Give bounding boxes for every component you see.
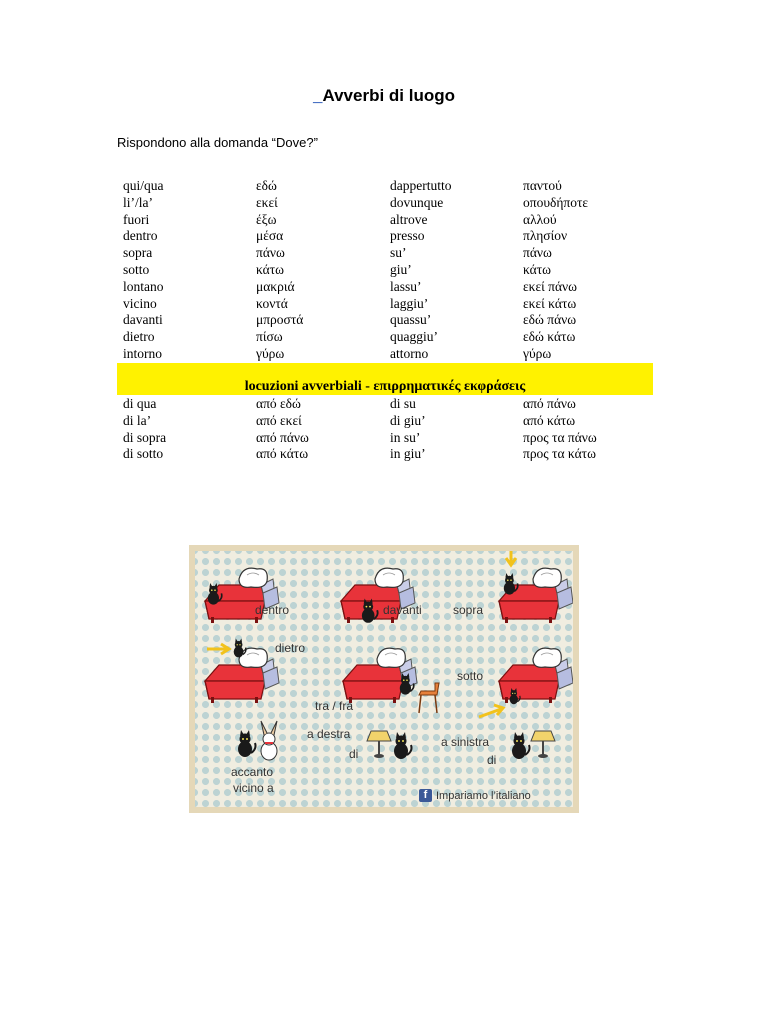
italian-term: vicino xyxy=(123,295,157,311)
italian-term: sopra xyxy=(123,245,153,261)
italian-term: su’ xyxy=(390,245,407,261)
label-accanto: accanto xyxy=(231,765,274,779)
italian-term: dovunque xyxy=(390,194,444,210)
italian-term: lontano xyxy=(123,278,164,294)
greek-term: από πάνω xyxy=(523,396,576,411)
italian-term: di sopra xyxy=(123,429,167,445)
italian-term: attorno xyxy=(390,345,429,361)
vocab-row xyxy=(123,396,643,413)
italian-term: di sotto xyxy=(123,446,164,462)
italian-term: quassu’ xyxy=(390,312,432,328)
greek-term: εδώ κάτω xyxy=(523,329,576,345)
greek-term: εδώ xyxy=(256,178,277,193)
italian-term: giu’ xyxy=(390,261,412,277)
greek-term: μπροστά xyxy=(256,312,304,328)
label-tra-fra: tra / fra xyxy=(315,699,354,713)
italian-term: di qua xyxy=(123,396,157,411)
greek-term: έξω xyxy=(256,211,277,227)
greek-term: προς τα πάνω xyxy=(523,429,597,445)
greek-term: από κάτω xyxy=(256,446,309,462)
vocab-row xyxy=(123,430,643,447)
page-title xyxy=(0,86,768,106)
title-text: Avverbi di luogo xyxy=(322,86,455,105)
vocab-row xyxy=(123,296,643,313)
greek-term: από εδώ xyxy=(256,396,301,411)
vocab-row xyxy=(123,279,643,296)
greek-term: αλλού xyxy=(523,211,557,227)
greek-term: μακριά xyxy=(256,278,295,294)
locutions-heading-band xyxy=(117,363,653,395)
greek-term: από πάνω xyxy=(256,429,309,445)
greek-term: από εκεί xyxy=(256,412,302,428)
italian-term: presso xyxy=(390,228,425,244)
locutions-heading: locuzioni avverbiali - επιρρηματικές εκφράσεις xyxy=(244,379,526,394)
label-davanti: davanti xyxy=(383,603,422,617)
italian-term: lassu’ xyxy=(390,278,422,294)
vocab-row xyxy=(123,413,643,430)
italian-term: altrove xyxy=(390,211,428,227)
label-a-destra: a destra xyxy=(307,727,351,741)
italian-term: in giu’ xyxy=(390,446,426,462)
title-mark: _ xyxy=(312,86,323,105)
vocab-row xyxy=(123,228,643,245)
label-sopra: sopra xyxy=(453,603,484,617)
greek-term: κάτω xyxy=(256,261,285,277)
italian-term: quaggiu’ xyxy=(390,329,438,345)
locutions-table xyxy=(123,396,643,463)
greek-term: εδώ πάνω xyxy=(523,312,577,328)
italian-term: li’/la’ xyxy=(123,194,153,210)
greek-term: εκεί πάνω xyxy=(523,278,578,294)
greek-term: πίσω xyxy=(256,329,283,345)
label-dentro: dentro xyxy=(255,603,290,617)
italian-term: davanti xyxy=(123,312,163,328)
vocab-row xyxy=(123,245,643,262)
label-a-sinistra: a sinistra xyxy=(441,735,490,749)
illustration-panel xyxy=(189,545,579,813)
label-sotto: sotto xyxy=(457,669,484,683)
brand-text: Impariamo l’italiano xyxy=(436,789,531,802)
adverbs-table xyxy=(123,178,643,363)
italian-term: laggiu’ xyxy=(390,295,429,311)
vocab-row xyxy=(123,195,643,212)
greek-term: προς τα κάτω xyxy=(523,446,596,462)
greek-term: γύρω xyxy=(256,345,285,361)
greek-term: πλησίον xyxy=(523,228,568,244)
vocab-row xyxy=(123,212,643,229)
italian-term: in su’ xyxy=(390,429,421,445)
italian-term: di la’ xyxy=(123,412,152,428)
italian-term: intorno xyxy=(123,345,162,361)
label-di-1: di xyxy=(349,747,359,761)
greek-term: μέσα xyxy=(256,228,284,244)
greek-term: από κάτω xyxy=(523,412,576,428)
greek-term: κάτω xyxy=(523,261,552,277)
vocab-row xyxy=(123,312,643,329)
label-vicino-a: vicino a xyxy=(233,781,274,795)
vocab-row xyxy=(123,178,643,195)
greek-term: γύρω xyxy=(523,345,552,361)
italian-term: qui/qua xyxy=(123,178,164,193)
italian-term: di giu’ xyxy=(390,412,426,428)
facebook-icon: f xyxy=(419,789,432,802)
greek-term: κοντά xyxy=(256,295,288,311)
vocab-row xyxy=(123,329,643,346)
subtitle: Rispondono alla domanda “Dove?” xyxy=(117,135,318,150)
illustration-frame xyxy=(189,545,579,813)
vocab-row xyxy=(123,446,643,463)
vocab-row xyxy=(123,262,643,279)
greek-term: παντού xyxy=(523,178,562,193)
label-dietro: dietro xyxy=(275,641,306,655)
italian-term: dappertutto xyxy=(390,178,452,193)
italian-term: dentro xyxy=(123,228,158,244)
vocab-row xyxy=(123,346,643,363)
italian-term: dietro xyxy=(123,329,155,345)
italian-term: di su xyxy=(390,396,416,411)
greek-term: εκεί xyxy=(256,194,278,210)
greek-term: πάνω xyxy=(256,245,285,261)
greek-term: εκεί κάτω xyxy=(523,295,577,311)
greek-term: οπουδήποτε xyxy=(523,194,589,210)
greek-term: πάνω xyxy=(523,245,552,261)
italian-term: fuori xyxy=(123,211,150,227)
label-di-2: di xyxy=(487,753,497,767)
italian-term: sotto xyxy=(123,261,150,277)
